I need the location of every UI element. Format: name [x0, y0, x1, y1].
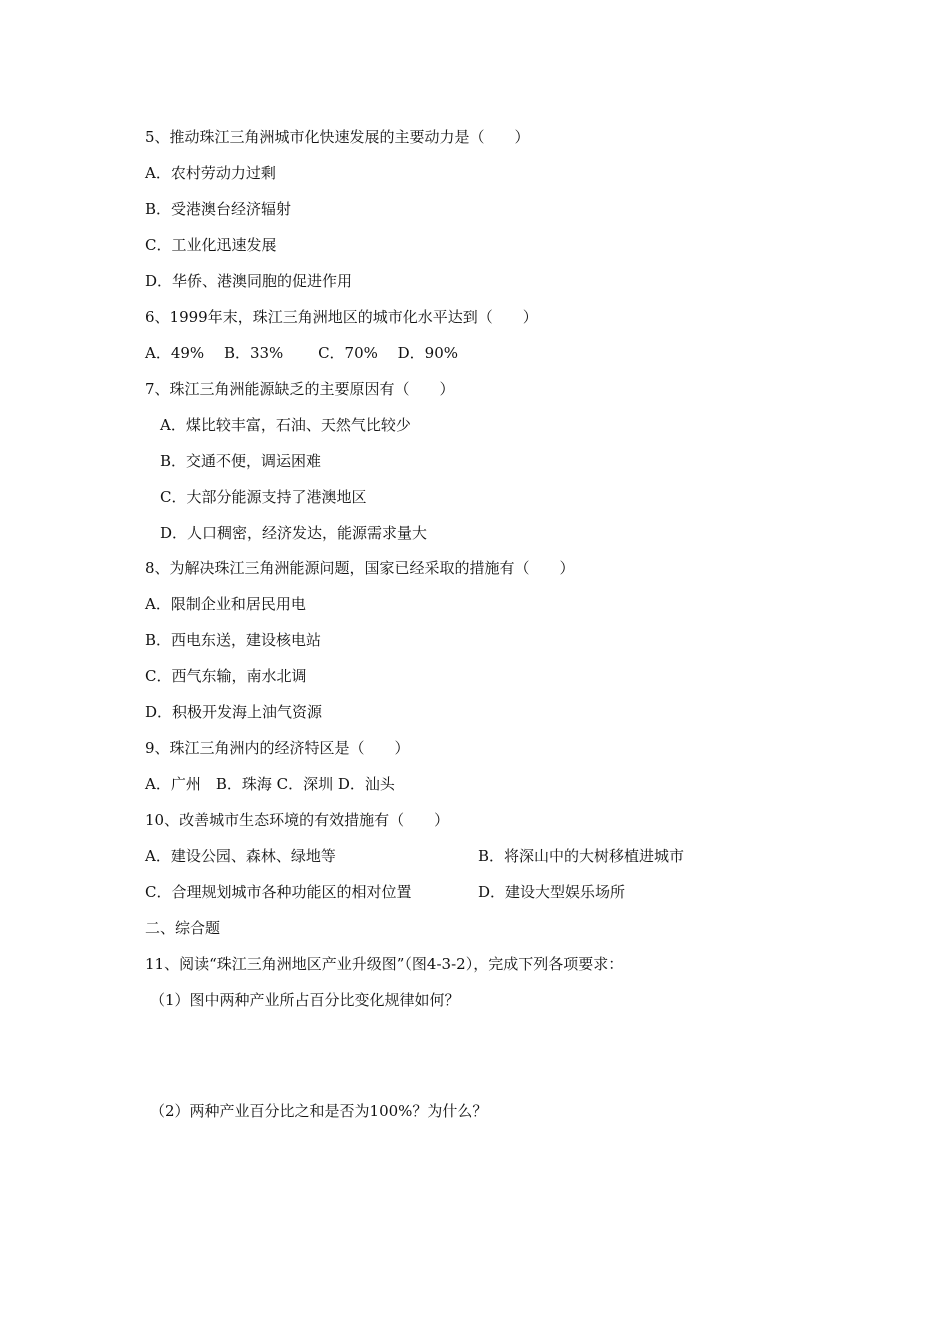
question-8-option-d: D．积极开发海上油气资源 [145, 703, 323, 721]
question-8-option-b: B．西电东送，建设核电站 [145, 631, 322, 649]
question-7-option-b: B．交通不便，调运困难 [160, 452, 322, 470]
question-9-stem: 9、珠江三角洲内的经济特区是（ ） [145, 739, 410, 757]
question-5-stem: 5、推动珠江三角洲城市化快速发展的主要动力是（ ） [145, 128, 530, 146]
question-5-option-c: C．工业化迅速发展 [145, 236, 277, 254]
question-5-option-d: D．华侨、港澳同胞的促进作用 [145, 272, 353, 290]
question-10-option-b: B．将深山中的大树移植进城市 [478, 847, 685, 865]
question-7-option-a: A．煤比较丰富，石油、天然气比较少 [160, 416, 411, 434]
question-8-option-c: C．西气东输，南水北调 [145, 667, 307, 685]
question-11-sub-1: （1）图中两种产业所占百分比变化规律如何？ [150, 991, 460, 1009]
question-7-option-d: D．人口稠密，经济发达，能源需求量大 [160, 524, 428, 542]
question-10-option-a: A．建设公园、森林、绿地等 [145, 847, 336, 865]
question-10-stem: 10、改善城市生态环境的有效措施有（ ） [145, 811, 450, 829]
question-11-sub-2: （2）两种产业百分比之和是否为100%？为什么？ [150, 1102, 488, 1120]
question-9-options: A．广州 B．珠海 C．深圳 D．汕头 [145, 775, 395, 793]
question-8-stem: 8、为解决珠江三角洲能源问题，国家已经采取的措施有（ ） [145, 559, 575, 577]
question-5-option-b: B．受港澳台经济辐射 [145, 200, 292, 218]
question-7-stem: 7、珠江三角洲能源缺乏的主要原因有（ ） [145, 380, 455, 398]
question-6-options: A．49% B．33% C．70% D．90% [145, 344, 459, 362]
section-2-heading: 二、综合题 [145, 919, 221, 937]
question-10-option-d: D．建设大型娱乐场所 [478, 883, 626, 901]
question-8-option-a: A．限制企业和居民用电 [145, 595, 306, 613]
question-6-stem: 6、1999年末，珠江三角洲地区的城市化水平达到（ ） [145, 308, 538, 326]
question-7-option-c: C．大部分能源支持了港澳地区 [160, 488, 367, 506]
question-10-option-c: C．合理规划城市各种功能区的相对位置 [145, 883, 412, 901]
question-11-stem: 11、阅读“珠江三角洲地区产业升级图”（图4-3-2），完成下列各项要求： [145, 955, 624, 973]
question-5-option-a: A．农村劳动力过剩 [145, 164, 276, 182]
